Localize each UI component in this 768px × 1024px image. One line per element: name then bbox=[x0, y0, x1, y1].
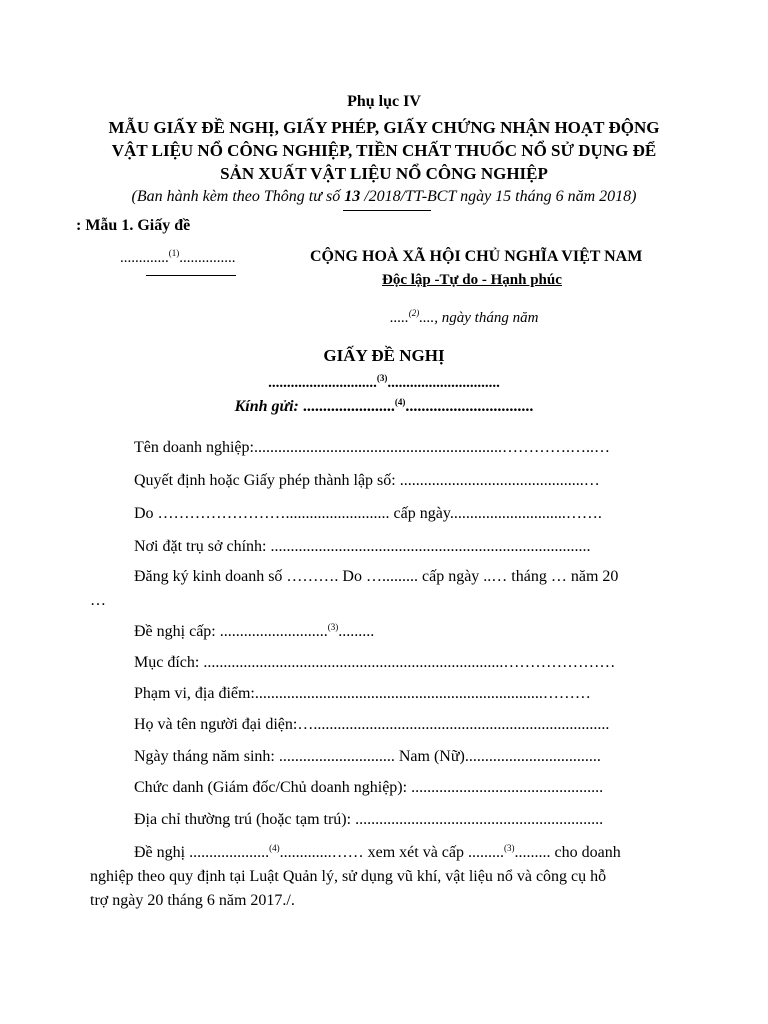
recipient: Kính gửi: .......................$^{(4)}$................................ bbox=[234, 397, 534, 415]
field-business-registration: Đăng ký kinh doanh số ………. Do …......... cấp ngày ..… tháng … năm 20 bbox=[134, 568, 619, 585]
field-company-name: Tên doanh nghiệp:..............................................................………….…..… bbox=[134, 439, 610, 456]
organization-divider bbox=[146, 275, 236, 276]
title-line-2: VẬT LIỆU NỔ CÔNG NGHIỆP, TIỀN CHẤT THUỐC NỔ SỬ DỤNG ĐỂ bbox=[111, 141, 657, 160]
field-scope-location: Phạm vi, địa điểm:........................................................................……… bbox=[134, 685, 591, 702]
title-line-1: MẪU GIẤY ĐỀ NGHỊ, GIẤY PHÉP, GIẤY CHỨNG NHẬN HOẠT ĐỘNG bbox=[108, 118, 660, 137]
field-continuation: … bbox=[90, 592, 106, 609]
field-representative-name: Họ và tên người đại diện:….......................................................................... bbox=[134, 716, 610, 733]
nation-motto: Độc lập -Tự do - Hạnh phúc bbox=[382, 272, 562, 288]
closing-line-3: trợ ngày 20 tháng 6 năm 2017./. bbox=[90, 892, 295, 909]
field-establishment-decision: Quyết định hoặc Giấy phép thành lập số: ..............................................… bbox=[134, 472, 600, 489]
field-purpose: Mục đích: ...........................................................................………………… bbox=[134, 654, 616, 671]
field-birthdate-gender: Ngày tháng năm sinh: ............................. Nam (Nữ).................................. bbox=[134, 748, 601, 765]
field-headquarters: Nơi đặt trụ sở chính: ................................................................................ bbox=[134, 538, 591, 555]
field-position: Chức danh (Giám đốc/Chủ doanh nghiệp): ................................................ bbox=[134, 779, 604, 796]
issued-underline bbox=[343, 210, 431, 211]
field-address: Địa chỉ thường trú (hoặc tạm trú): .............................................................. bbox=[134, 811, 604, 828]
organization-placeholder: .............$^{(1)}$............... bbox=[120, 248, 236, 266]
field-proposal: Đề nghị cấp: ...........................$^{(3)}$......... bbox=[134, 622, 375, 640]
closing-line-1: Đề nghị ....................$^{(4)}$.............…… xem xét và cấp .........$^{(3)}$......... cho doanh bbox=[134, 843, 621, 861]
closing-line-2: nghiệp theo quy định tại Luật Quản lý, sử dụng vũ khí, vật liệu nổ và công cụ hỗ bbox=[90, 868, 607, 885]
nation-name: CỘNG HOÀ XÃ HỘI CHỦ NGHĨA VIỆT NAM bbox=[310, 248, 643, 265]
document-title: GIẤY ĐỀ NGHỊ bbox=[323, 346, 445, 365]
appendix-label: Phụ lục IV bbox=[347, 93, 421, 110]
document-type: .............................$^{(3)}$.............................. bbox=[268, 373, 500, 391]
place-date: .....$^{(2)}$...., ngày tháng năm bbox=[390, 308, 539, 326]
field-issued-by: Do …………………….......................... cấp ngày.............................……. bbox=[134, 505, 602, 522]
title-line-3: SẢN XUẤT VẬT LIỆU NỔ CÔNG NGHIỆP bbox=[220, 164, 548, 183]
form-label: : Mẫu 1. Giấy đề bbox=[76, 217, 191, 234]
issued-note: (Ban hành kèm theo Thông tư số 13 /2018/TT-BCT ngày 15 tháng 6 năm 2018) bbox=[131, 188, 637, 205]
